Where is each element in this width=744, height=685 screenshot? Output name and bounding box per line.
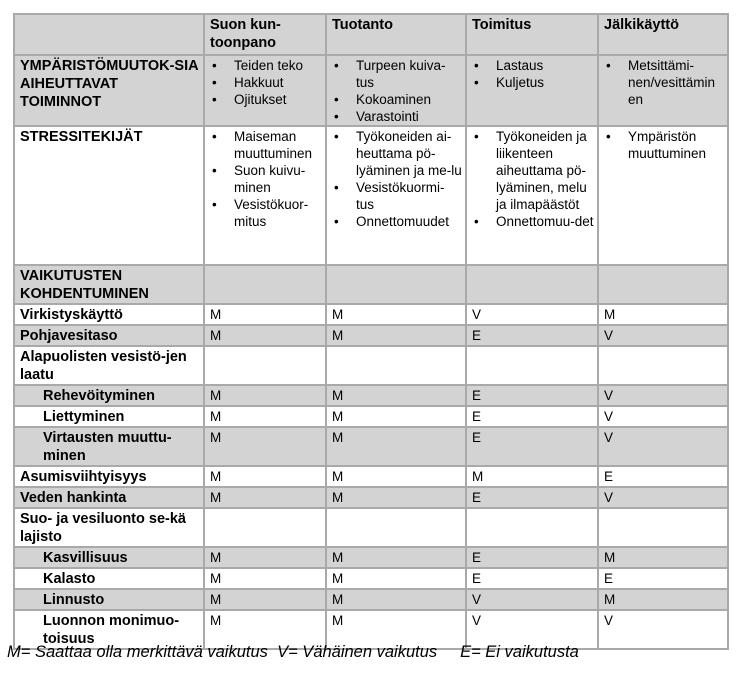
impact-value: M <box>326 406 466 427</box>
list-item: • Työkoneiden ai-heuttama pö-lyäminen ja me-lu <box>332 128 462 179</box>
row-label: Luonnon monimuo-toisuus <box>14 610 204 649</box>
impact-value: M <box>204 406 326 427</box>
header-jalkikaytto: Jälkikäyttö <box>598 14 728 55</box>
impact-value: V <box>598 487 728 508</box>
activities-cell <box>598 55 728 126</box>
impact-value <box>466 508 598 547</box>
impact-value: V <box>598 406 728 427</box>
row-label: Alapuolisten vesistö-jen laatu <box>14 346 204 385</box>
table-row <box>14 346 728 385</box>
list-item: • Vesistökuormi-tus <box>332 179 462 213</box>
impact-value: M <box>326 325 466 346</box>
impact-value: M <box>204 547 326 568</box>
header-toimitus: Toimitus <box>466 14 598 55</box>
impact-value: M <box>204 466 326 487</box>
list-item: • Kuljetus <box>472 74 594 91</box>
impact-value: E <box>466 487 598 508</box>
impact-value: E <box>466 406 598 427</box>
impact-value: E <box>466 547 598 568</box>
row-label: Kasvillisuus <box>14 547 204 568</box>
impact-value: M <box>204 325 326 346</box>
activities-cell <box>326 55 466 126</box>
table-row <box>14 385 728 406</box>
header-suon-kuntoonpano: Suon kun-toonpano <box>204 14 326 55</box>
list-item: • Metsittämi-nen/vesittämin en <box>604 57 724 108</box>
list-item: • Varastointi <box>332 108 462 125</box>
list-item: • Hakkuut <box>210 74 322 91</box>
row-label: Asumisviihtyisyys <box>14 466 204 487</box>
impact-value: M <box>326 304 466 325</box>
impact-value <box>466 346 598 385</box>
table-row <box>14 427 728 466</box>
table-row <box>14 547 728 568</box>
impact-value: V <box>466 589 598 610</box>
impact-value: M <box>204 568 326 589</box>
list-item: • Suon kuivu-minen <box>210 162 322 196</box>
legend: M= Saattaa olla merkittävä vaikutus V= Vähäinen vaikutus E= Ei vaikutusta <box>7 643 579 661</box>
impact-value <box>326 508 466 547</box>
targeting-label: VAIKUTUSTEN KOHDENTUMINEN <box>14 265 204 304</box>
header-tuotanto: Tuotanto <box>326 14 466 55</box>
impact-table <box>13 13 729 650</box>
impact-value: M <box>466 466 598 487</box>
impact-value: E <box>466 568 598 589</box>
list-item: • Ojitukset <box>210 91 322 108</box>
impact-value: E <box>466 325 598 346</box>
impact-value <box>204 508 326 547</box>
row-label: Suo- ja vesiluonto se-kä lajisto <box>14 508 204 547</box>
stressors-label: STRESSITEKIJÄT <box>14 126 204 265</box>
impact-value: E <box>466 427 598 466</box>
impact-value: E <box>598 568 728 589</box>
row-label: Kalasto <box>14 568 204 589</box>
list-item: • Työkoneiden ja liikenteen aiheuttama pö-lyäminen, melu ja ilmapäästöt <box>472 128 594 213</box>
impact-value: V <box>598 325 728 346</box>
list-item: • Lastaus <box>472 57 594 74</box>
impact-value: V <box>598 385 728 406</box>
impact-value: V <box>598 610 728 649</box>
impact-value: M <box>598 304 728 325</box>
list-item: • Onnettomuu-det <box>472 213 594 230</box>
list-item: • Teiden teko <box>210 57 322 74</box>
table-row <box>14 589 728 610</box>
impact-value: M <box>326 610 466 649</box>
row-label: Linnusto <box>14 589 204 610</box>
table-row <box>14 508 728 547</box>
row-label: Virkistyskäyttö <box>14 304 204 325</box>
impact-value: M <box>598 589 728 610</box>
impact-value <box>326 346 466 385</box>
list-item: • Ympäristön muuttuminen <box>604 128 724 162</box>
row-label: Pohjavesitaso <box>14 325 204 346</box>
impact-value: M <box>204 610 326 649</box>
stressors-cell <box>326 126 466 265</box>
impact-value: V <box>466 304 598 325</box>
list-item: • Onnettomuudet <box>332 213 462 230</box>
table-row <box>14 487 728 508</box>
impact-value: M <box>326 466 466 487</box>
header-empty <box>14 14 204 55</box>
list-item: • Vesistökuor-mitus <box>210 196 322 230</box>
impact-value: M <box>326 385 466 406</box>
impact-value: M <box>204 304 326 325</box>
stressors-cell <box>466 126 598 265</box>
activities-cell <box>204 55 326 126</box>
impact-value <box>598 346 728 385</box>
table-row <box>14 406 728 427</box>
table-row <box>14 466 728 487</box>
impact-value: M <box>326 568 466 589</box>
row-label: Virtausten muuttu-minen <box>14 427 204 466</box>
impact-value: M <box>204 385 326 406</box>
table-row <box>14 325 728 346</box>
impact-value: V <box>466 610 598 649</box>
activities-cell <box>466 55 598 126</box>
table-row <box>14 304 728 325</box>
impact-value: M <box>326 427 466 466</box>
impact-value: V <box>598 427 728 466</box>
row-label: Liettyminen <box>14 406 204 427</box>
activities-label: YMPÄRISTÖMUUTOK-SIA AIHEUTTAVAT TOIMINNOT <box>14 55 204 126</box>
impact-value: M <box>204 427 326 466</box>
impact-value <box>598 508 728 547</box>
impact-value: E <box>598 466 728 487</box>
row-label: Veden hankinta <box>14 487 204 508</box>
list-item: • Turpeen kuiva-tus <box>332 57 462 91</box>
impact-value: M <box>326 547 466 568</box>
impact-value <box>204 346 326 385</box>
impact-value: M <box>204 589 326 610</box>
table-row <box>14 568 728 589</box>
impact-value: M <box>326 589 466 610</box>
list-item: • Kokoaminen <box>332 91 462 108</box>
stressors-cell <box>204 126 326 265</box>
impact-value: M <box>204 487 326 508</box>
stressors-cell <box>598 126 728 265</box>
impact-value: E <box>466 385 598 406</box>
impact-value: M <box>598 547 728 568</box>
list-item: • Maiseman muuttuminen <box>210 128 322 162</box>
row-label: Rehevöityminen <box>14 385 204 406</box>
impact-value: M <box>326 487 466 508</box>
